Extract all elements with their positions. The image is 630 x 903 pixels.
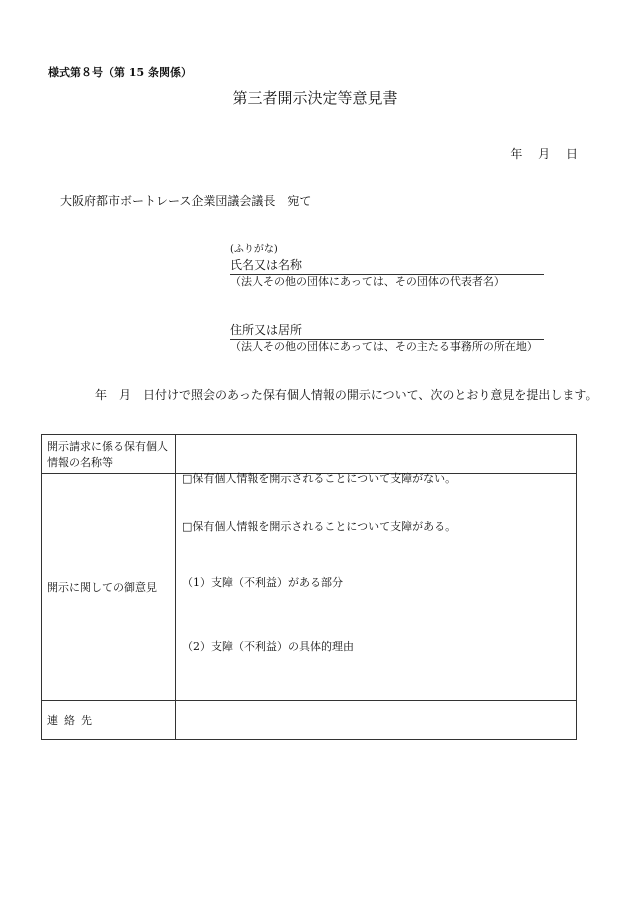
contact-label: 連絡先 <box>42 701 176 740</box>
contact-cell[interactable] <box>176 701 577 740</box>
hindrance-reason-label: （2）支障（不利益）の具体的理由 <box>182 640 354 653</box>
statement-text: 年 月 日付けで照会のあった保有個人情報の開示について、次のとおり意見を提出します。 <box>95 388 598 402</box>
page-title: 第三者開示決定等意見書 <box>232 89 398 107</box>
address-field[interactable]: 住所又は居所 <box>230 321 544 340</box>
address-note: （法人その他の団体にあっては、その主たる事務所の所在地） <box>230 340 538 353</box>
furigana-label: (ふりがな) <box>230 244 278 255</box>
name-note: （法人その他の団体にあっては、その団体の代表者名） <box>230 275 505 288</box>
info-name-label: 開示請求に係る保有個人情報の名称等 <box>42 435 176 474</box>
option-hindrance[interactable]: □保有個人情報を開示されることについて支障がある。 <box>182 520 457 533</box>
name-field[interactable]: 氏名又は名称 <box>230 256 544 275</box>
form-number: 様式第８号（第 15 条関係） <box>48 66 192 79</box>
hindrance-part-label: （1）支障（不利益）がある部分 <box>182 576 343 589</box>
option-no-hindrance[interactable]: □保有個人情報を開示されることについて支障がない。 <box>182 472 457 485</box>
opinion-label: 開示に関しての御意見 <box>42 474 176 701</box>
addressee: 大阪府都市ボートレース企業団議会議長 宛て <box>60 194 312 208</box>
date-line: 年 月 日 <box>510 147 578 161</box>
info-name-cell[interactable] <box>176 435 577 474</box>
